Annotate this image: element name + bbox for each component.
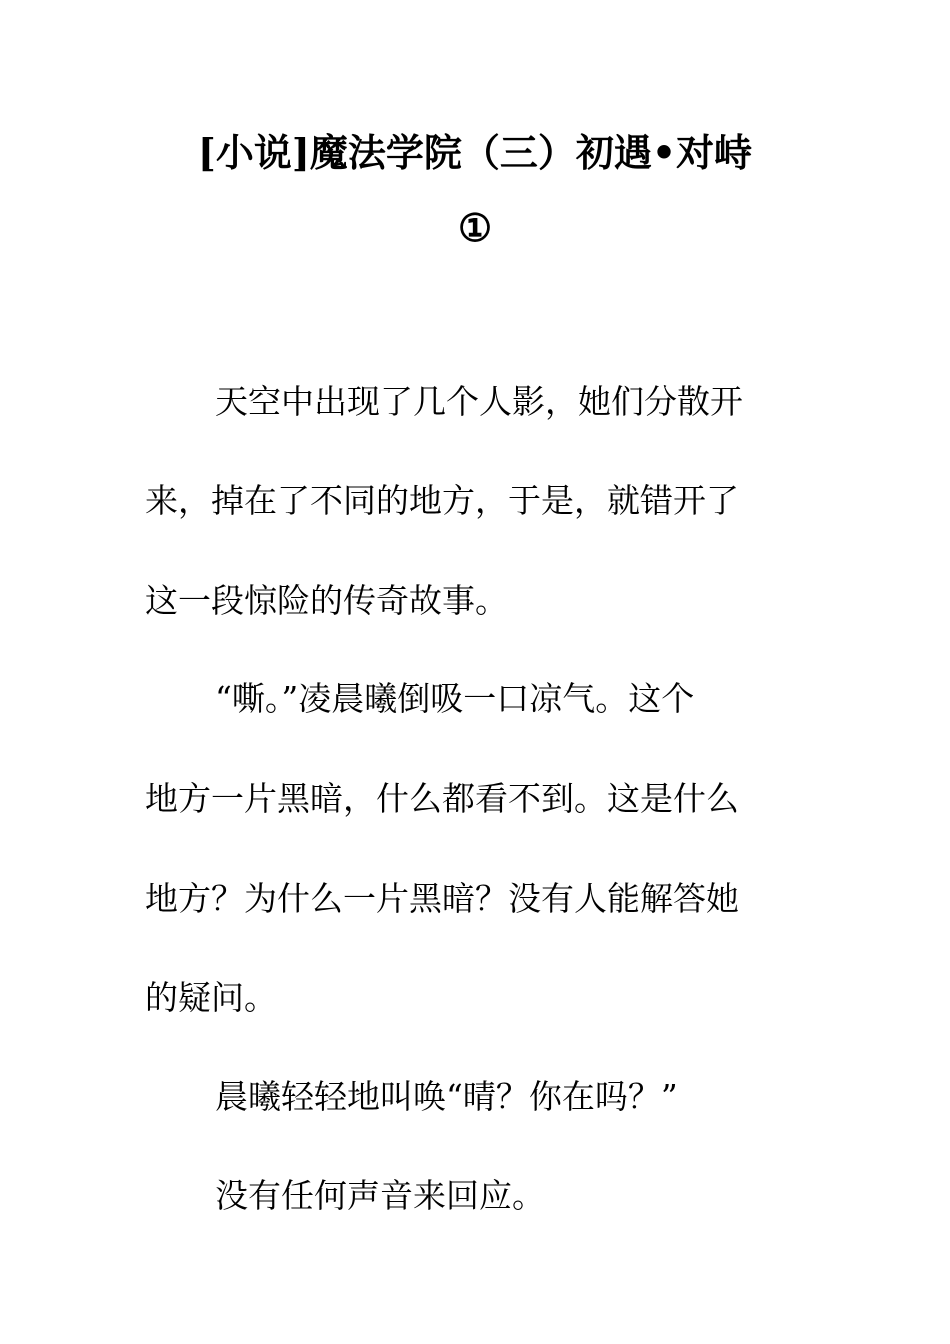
paragraph-3-line-1: 晨曦轻轻地叫唤“晴？你在吗？”: [215, 1077, 678, 1116]
paragraph-2-line-3: 地方？为什么一片黑暗？没有人能解答她: [145, 879, 739, 918]
paragraph-1-line-2: 来，掉在了不同的地方，于是，就错开了: [145, 481, 739, 520]
paragraph-1-line-3: 这一段惊险的传奇故事。: [145, 581, 508, 620]
paragraph-1-line-1: 天空中出现了几个人影，她们分散开: [215, 382, 743, 421]
paragraph-2-line-2: 地方一片黑暗，什么都看不到。这是什么: [145, 779, 739, 818]
document-title-number: ①: [457, 205, 493, 250]
document-title: [小说]魔法学院（三）初遇•对峙: [197, 130, 753, 175]
paragraph-2-line-1: “嘶。”凌晨曦倒吸一口凉气。这个: [215, 679, 695, 718]
paragraph-4-line-1: 没有任何声音来回应。: [215, 1176, 545, 1215]
paragraph-2-line-4: 的疑问。: [145, 978, 277, 1017]
